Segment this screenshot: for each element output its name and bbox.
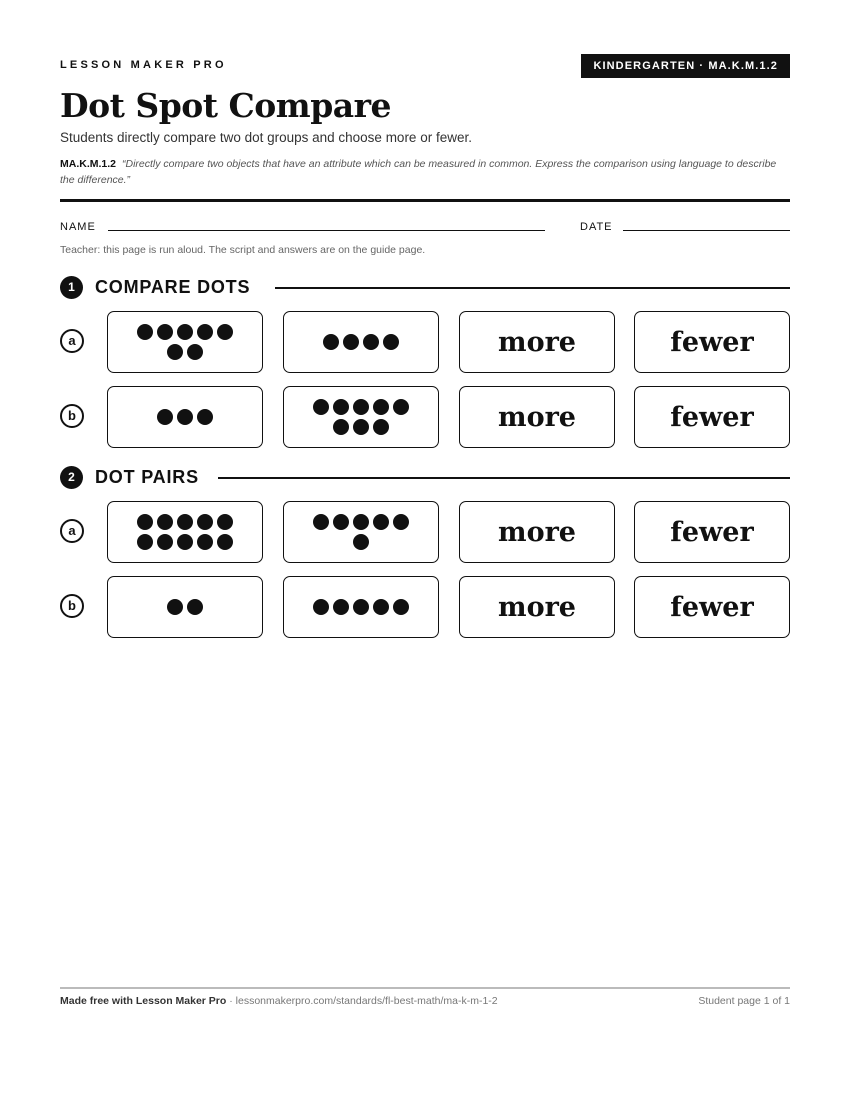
- dot: [137, 324, 153, 340]
- fewer-choice-button[interactable]: [634, 311, 790, 373]
- row-letter: a: [60, 329, 84, 353]
- header-divider: [60, 199, 790, 202]
- name-label: NAME: [60, 221, 96, 233]
- dot: [197, 409, 213, 425]
- dot: [177, 409, 193, 425]
- question-row: [60, 576, 790, 638]
- dot: [333, 599, 349, 615]
- dot-row: [137, 534, 233, 550]
- date-label: DATE: [580, 221, 613, 233]
- row-letter: a: [60, 519, 84, 543]
- section-dot-pairs: [60, 465, 790, 489]
- question-row: [60, 386, 790, 448]
- standard-description: [60, 156, 790, 188]
- dot-row: [333, 419, 389, 435]
- dot: [157, 534, 173, 550]
- name-field[interactable]: [108, 230, 545, 231]
- dot: [353, 419, 369, 435]
- dot: [333, 419, 349, 435]
- dot: [177, 534, 193, 550]
- dot: [313, 399, 329, 415]
- section-title: COMPARE DOTS: [95, 277, 251, 297]
- dot-row: [313, 399, 409, 415]
- more-choice-button[interactable]: [459, 576, 615, 638]
- dot-row: [313, 514, 409, 530]
- worksheet-page: [60, 0, 790, 1100]
- dot: [323, 334, 339, 350]
- more-choice-button[interactable]: [459, 501, 615, 563]
- section-divider: [275, 287, 790, 289]
- fewer-choice-label: fewer: [670, 591, 754, 623]
- right-dot-group: [283, 501, 439, 563]
- dot: [187, 599, 203, 615]
- footer-divider: [60, 987, 790, 989]
- dot: [373, 514, 389, 530]
- dot-row: [323, 334, 399, 350]
- dot: [197, 324, 213, 340]
- fewer-choice-button[interactable]: [634, 501, 790, 563]
- dot-row: [157, 409, 213, 425]
- dot: [383, 334, 399, 350]
- right-dot-group: [283, 576, 439, 638]
- dot: [343, 334, 359, 350]
- dot: [393, 399, 409, 415]
- dot: [373, 419, 389, 435]
- dot: [353, 399, 369, 415]
- dot: [217, 514, 233, 530]
- section-compare-dots: [60, 275, 790, 299]
- dot: [217, 534, 233, 550]
- dot-row: [353, 534, 369, 550]
- fewer-choice-label: fewer: [670, 326, 754, 358]
- footer-page-label: Student page 1 of 1: [698, 995, 790, 1007]
- fewer-choice-label: fewer: [670, 516, 754, 548]
- right-dot-group: [283, 386, 439, 448]
- dot-row: [313, 599, 409, 615]
- footer-credit: [60, 995, 498, 1007]
- dot: [333, 514, 349, 530]
- fewer-choice-label: fewer: [670, 401, 754, 433]
- dot: [187, 344, 203, 360]
- dot: [137, 534, 153, 550]
- dot: [353, 599, 369, 615]
- dot: [177, 514, 193, 530]
- dot: [197, 514, 213, 530]
- section-number: 1: [60, 276, 83, 299]
- left-dot-group: [107, 386, 263, 448]
- dot: [353, 514, 369, 530]
- teacher-note: Teacher: this page is run aloud. The script and answers are on the guide page.: [60, 244, 426, 256]
- section-divider: [218, 477, 790, 479]
- dot-row: [137, 514, 233, 530]
- dot: [217, 324, 233, 340]
- footer-made-with: Made free with Lesson Maker Pro: [60, 995, 227, 1007]
- page-subtitle: Students directly compare two dot groups and choose more or fewer.: [60, 130, 472, 145]
- dot: [157, 409, 173, 425]
- date-field[interactable]: [623, 230, 790, 231]
- right-dot-group: [283, 311, 439, 373]
- more-choice-button[interactable]: [459, 311, 615, 373]
- dot: [393, 514, 409, 530]
- dot: [373, 599, 389, 615]
- standard-code: MA.K.M.1.2: [60, 158, 117, 170]
- dot: [157, 514, 173, 530]
- dot: [313, 514, 329, 530]
- fewer-choice-button[interactable]: [634, 386, 790, 448]
- dot-row: [137, 324, 233, 340]
- fewer-choice-button[interactable]: [634, 576, 790, 638]
- dot: [393, 599, 409, 615]
- more-choice-label: more: [498, 401, 576, 433]
- dot: [373, 399, 389, 415]
- left-dot-group: [107, 576, 263, 638]
- question-row: [60, 501, 790, 563]
- dot: [167, 344, 183, 360]
- dot-row: [167, 344, 203, 360]
- dot-row: [167, 599, 203, 615]
- more-choice-label: more: [498, 326, 576, 358]
- grade-badge: KINDERGARTEN · MA.K.M.1.2: [581, 54, 790, 78]
- question-row: [60, 311, 790, 373]
- dot: [137, 514, 153, 530]
- dot: [313, 599, 329, 615]
- row-letter: b: [60, 404, 84, 428]
- dot: [197, 534, 213, 550]
- brand-name: LESSON MAKER PRO: [60, 59, 227, 71]
- dot: [177, 324, 193, 340]
- left-dot-group: [107, 311, 263, 373]
- row-letter: b: [60, 594, 84, 618]
- more-choice-label: more: [498, 516, 576, 548]
- standard-text: “Directly compare two objects that have an attribute which can be measured in common. Express the comparison using language to describe the difference.”: [60, 158, 777, 186]
- more-choice-label: more: [498, 591, 576, 623]
- page-title: Dot Spot Compare: [60, 86, 392, 125]
- left-dot-group: [107, 501, 263, 563]
- section-title: DOT PAIRS: [95, 467, 199, 487]
- dot: [353, 534, 369, 550]
- section-number: 2: [60, 466, 83, 489]
- dot: [333, 399, 349, 415]
- footer-url[interactable]: · lessonmakerpro.com/standards/fl-best-math/ma-k-m-1-2: [226, 995, 498, 1007]
- dot: [363, 334, 379, 350]
- dot: [167, 599, 183, 615]
- dot: [157, 324, 173, 340]
- more-choice-button[interactable]: [459, 386, 615, 448]
